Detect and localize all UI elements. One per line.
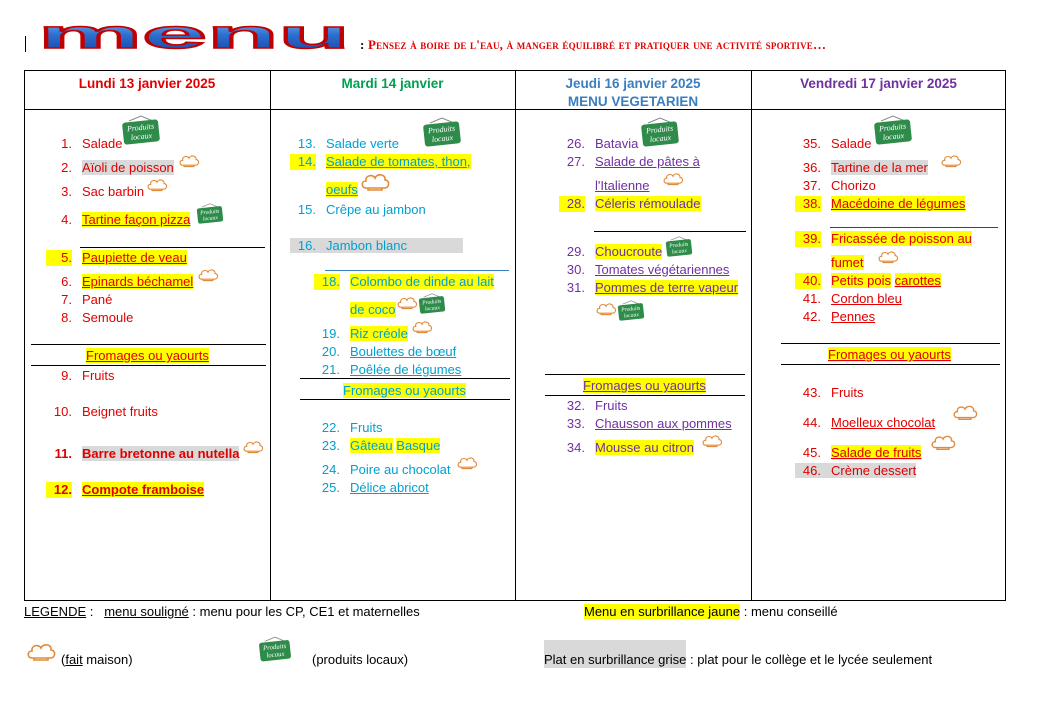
legend-yellow: Menu en surbrillance jaune : menu conseillé [584,604,838,619]
menu-item: 39. Fricassée de poisson au [795,231,972,247]
menu-item: 20. Boulettes de bœuf [321,344,457,359]
separator [325,270,509,271]
legend-label: LEGENDE [24,604,87,619]
menu-item: 7. Pané [61,292,113,307]
menu-item: 5. Paupiette de veau [46,250,187,266]
separator [545,374,745,375]
legend-yellow-sample: Menu en surbrillance jaune [584,604,741,619]
chef-hat-icon [146,178,168,192]
menu-item: 44. Moelleux chocolat [802,415,936,430]
menu-item: Fromages ou yaourts [828,347,951,362]
menu-item: 12. Compote framboise [46,482,204,498]
menu-item: fumet [831,255,864,270]
menu-item: 9. Fruits [61,368,115,383]
local-products-icon [640,117,680,147]
separator [545,395,745,396]
chef-hat-icon [877,250,899,264]
chef-hat-icon [411,320,433,334]
menu-logo [36,21,352,51]
menu-item: Fromages ou yaourts [583,378,706,393]
separator [594,231,746,232]
local-products-icon [418,293,446,314]
menu-item: l'Italienne [595,178,650,193]
day-header-tuesday: Mardi 14 janvier [341,76,444,91]
menu-item: 43. Fruits [802,385,864,400]
menu-item: 33. Chausson aux pommes [566,416,732,431]
separator [300,399,510,400]
legend-underlined-sample: menu souligné [104,604,189,619]
menu-item: 41. Cordon bleu [802,291,902,306]
menu-item: 2. Aïoli de poisson [61,160,174,175]
day-header-monday: Lundi 13 janvier 2025 [78,76,216,91]
separator [80,247,265,248]
menu-item: 37. Chorizo [802,178,876,193]
chef-hat-icon [360,172,390,192]
separator [781,343,1000,344]
menu-item: 26. Batavia [566,136,639,151]
menu-item: 25. Délice abricot [321,480,429,495]
column-divider [751,70,752,601]
chef-hat-icon [178,154,200,168]
menu-item: 15. Crêpe au jambon [297,202,426,217]
menu-item: 34. Mousse au citron [566,440,694,455]
chef-hat-icon [197,268,219,282]
menu-item: 21. Poêlée de légumes [321,362,462,377]
menu-item: Fromages ou yaourts [86,348,209,363]
menu-item: de coco [350,302,396,317]
separator [830,227,998,228]
menu-item: 28. Céleris rémoulade [559,196,701,212]
menu-item: 6. Epinards béchamel [61,274,194,289]
chef-hat-icon [930,434,956,451]
menu-item: 3. Sac barbin [61,184,145,199]
legend-grey-sample: Plat en surbrillance grise [544,640,686,668]
menu-item: 4. Tartine façon pizza [61,212,191,227]
menu-item: 32. Fruits [566,398,628,413]
chef-hat-icon [242,440,264,454]
day-header-thursday: Jeudi 16 janvier 2025 [565,76,701,91]
local-products-icon [422,117,462,147]
local-products-icon [873,115,913,145]
menu-item: 13. Salade verte [297,136,399,151]
separator [31,344,266,345]
menu-item: 19. Riz créole [321,326,408,341]
menu-item: 11. Barre bretonne au nutella [54,446,240,461]
menu-item: 38. Macédoine de légumes [795,196,965,212]
menu-item: 24. Poire au chocolat [321,462,451,477]
local-products-icon [121,115,161,145]
menu-item: Fromages ou yaourts [343,383,466,398]
tagline-text: Pensez à boire de l'eau, à manger équilibré et pratiquer une activité sportive… [367,37,827,52]
menu-item: 14. Salade de tomates, thon, [290,154,471,170]
legend-homemade: (fait maison) [61,652,133,667]
column-divider [270,70,271,601]
day-subheader-vegetarian: MENU VEGETARIEN [567,94,699,109]
menu-item: 30. Tomates végétariennes [566,262,730,277]
menu-item: 8. Semoule [61,310,134,325]
menu-item: 40. Petits pois carottes [795,273,941,289]
local-products-icon [258,636,292,662]
separator [781,364,1000,365]
day-header-friday: Vendredi 17 janvier 2025 [800,76,957,91]
text-cursor [25,36,26,52]
local-products-icon [665,236,693,257]
chef-hat-icon [701,434,723,448]
menu-item: 46. Crème dessert [795,463,916,479]
local-products-icon [617,300,645,321]
separator [31,365,266,366]
menu-item: 22. Fruits [321,420,383,435]
menu-item: 35. Salade [802,136,872,151]
tagline-colon: : [360,37,365,52]
chef-hat-icon [26,642,56,662]
menu-item: 10. Beignet fruits [53,404,158,419]
separator [300,378,510,379]
menu-item: oeufs [326,182,358,197]
menu-item: 23. Gâteau Basque [321,438,441,453]
column-divider [515,70,516,601]
chef-hat-icon [940,154,962,168]
legend-underlined: LEGENDE : menu souligné : menu pour les CP, CE1 et maternelles [24,604,420,619]
menu-item: 45. Salade de fruits [802,445,922,460]
menu-item: 27. Salade de pâtes à [566,154,700,169]
logo-text: menu [38,21,350,51]
menu-item: 18. Colombo de dinde au lait [314,274,494,290]
menu-item: 31. Pommes de terre vapeur [566,280,739,295]
legend-grey: Plat en surbrillance grise : plat pour le collège et le lycée seulement [544,652,932,668]
menu-item: 42. Pennes [802,309,876,324]
menu-item: 29. Choucroute [566,244,663,259]
chef-hat-icon [662,172,684,186]
local-products-icon [196,203,224,224]
menu-item: 36. Tartine de la mer [802,160,928,175]
menu-item: 16. Jambon blanc [290,238,463,254]
chef-hat-icon [456,456,478,470]
tagline [360,37,826,53]
chef-hat-icon [595,302,617,316]
chef-hat-icon [952,404,978,421]
menu-item: 1. Salade [61,136,123,151]
legend-local: (produits locaux) [312,652,409,667]
chef-hat-icon [396,296,418,310]
